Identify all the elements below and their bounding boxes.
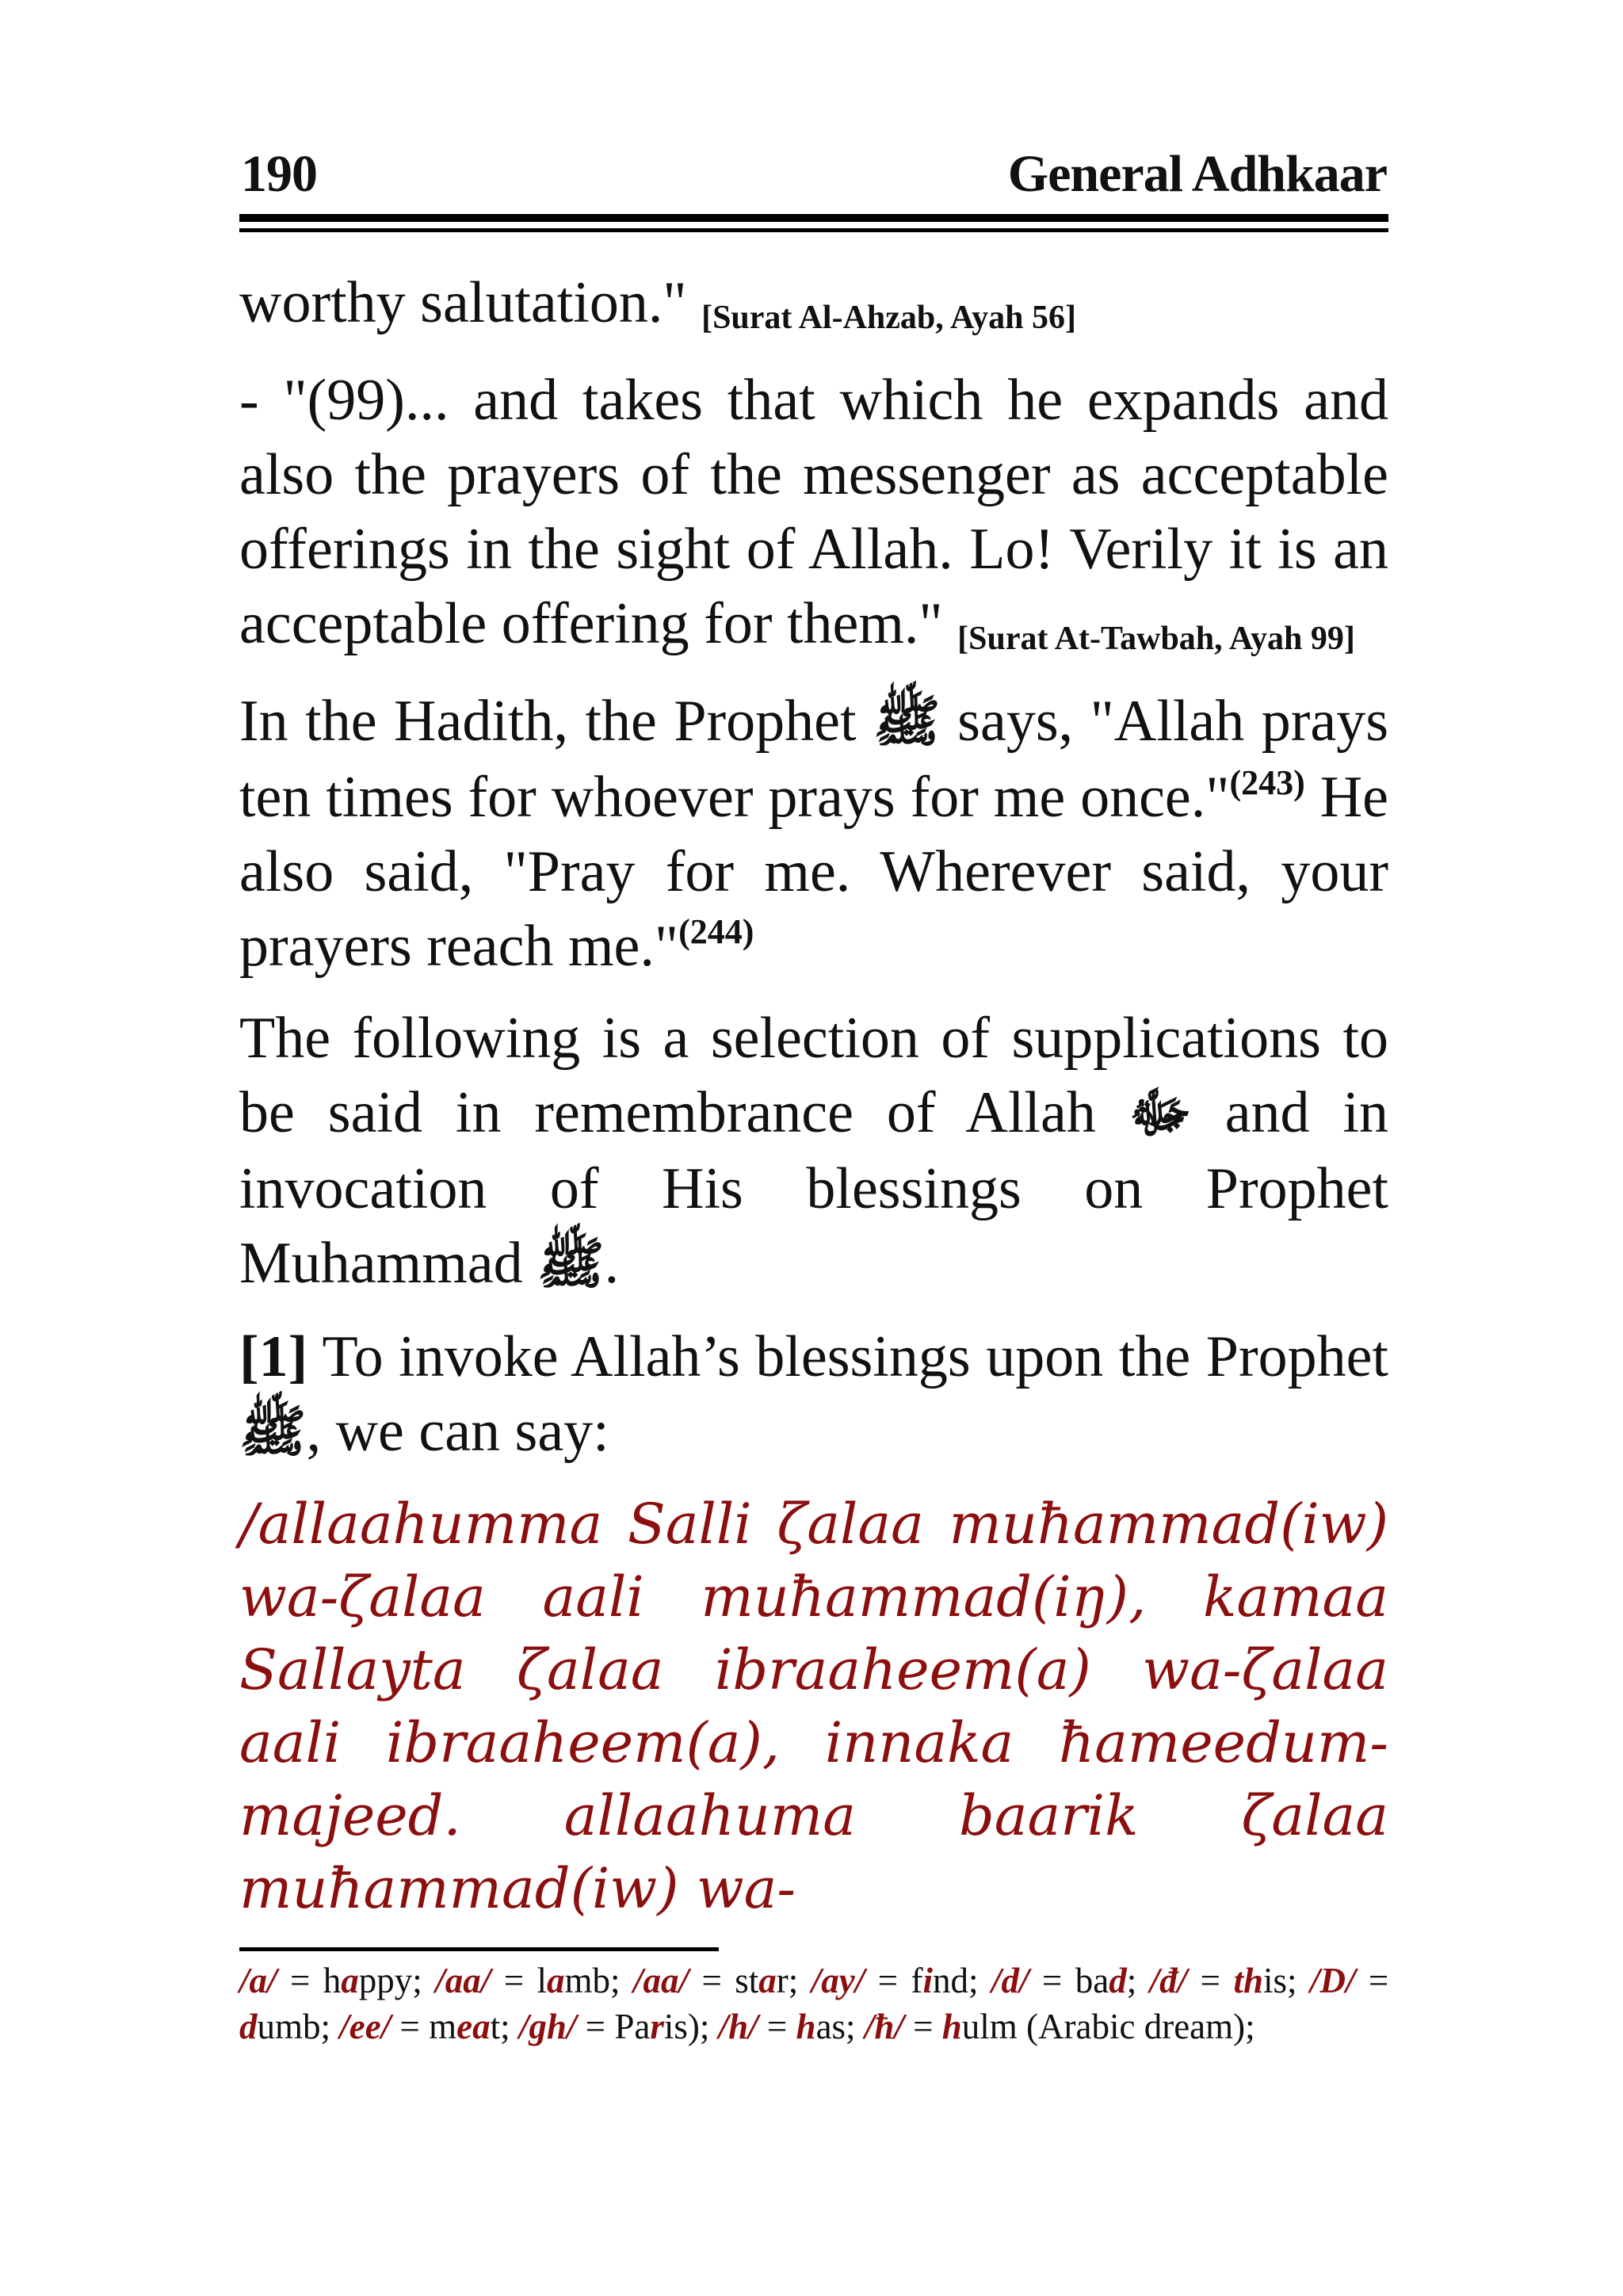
item-text-2: , we can say: <box>306 1399 609 1464</box>
paragraph-quran-56 <box>239 266 1388 355</box>
quote-text: worthy salutation." <box>239 270 687 335</box>
intro-text-2: and in invocation of His blessings on Prophet Muhammad <box>239 1080 1389 1296</box>
salawat-symbol-icon: ﷺ <box>239 1402 307 1463</box>
quote-text: - "(99)... and takes that which he expands and also the prayers of the messenger as acceptable offerings in the sight of Allah. Lo! Verily it is an acceptable offering for them." <box>239 368 1388 656</box>
paragraph-hadith <box>239 684 1388 984</box>
key-entry: /ħ/ = hulm (Arabic dream); <box>864 2007 1255 2046</box>
header-rule-thick <box>239 214 1388 222</box>
chapter-title: General Adhkaar <box>1007 145 1387 203</box>
salawat-symbol-icon: ﷺ <box>537 1234 605 1295</box>
salawat-symbol-icon: ﷺ <box>873 692 941 753</box>
header-rule-thin <box>239 228 1388 232</box>
hadith-text-2: says, "Allah prays ten times for whoever prays for me once." <box>239 689 1389 830</box>
allah-glorification-icon: ﷻ <box>1128 1083 1192 1144</box>
key-entry: /D/ = dumb; <box>239 1961 1389 2046</box>
page-number: 190 <box>241 145 317 203</box>
key-entry: /a/ = happy; <box>239 1961 422 2000</box>
running-header <box>239 143 1388 206</box>
transliteration-text: /allaahumma Salli ζalaa muħammad(iw) wa-ζalaa aali muħammad(iŋ), kamaa Sallayta ζalaa ibraaheem(a) wa-ζalaa aali ibraaheem(a), innaka ħameedum-majeed. allaahuma baarik ζalaa muħammad(iw) wa- <box>239 1492 1388 1921</box>
paragraph-supplication-1 <box>239 1320 1388 1470</box>
footnote-ref-244[interactable]: (244) <box>678 912 754 951</box>
pronunciation-key-footnote <box>239 1958 1388 2050</box>
intro-text-1: The following is a selection of supplications to be said in remembrance of Allah <box>239 1006 1388 1145</box>
hadith-text-1: In the Hadith, the Prophet <box>239 689 857 754</box>
key-entry: /aa/ = lamb; <box>435 1961 621 2000</box>
key-entry: /d/ = bad; <box>991 1961 1137 2000</box>
key-entry: /ay/ = find; <box>811 1961 979 2000</box>
surah-reference: [Surat At-Tawbah, Ayah 99] <box>957 621 1355 657</box>
surah-reference: [Surat Al-Ahzab, Ayah 56] <box>701 300 1077 336</box>
item-number: [1] <box>239 1324 308 1389</box>
page-body <box>239 266 1388 1925</box>
key-entry: /ee/ = meat; <box>339 2007 510 2046</box>
key-entry: /h/ = has; <box>718 2007 856 2046</box>
paragraph-quran-99 <box>239 363 1388 676</box>
intro-end: . <box>604 1231 620 1296</box>
hadith-text-3: He also said, "Pray for me. Wherever said, your prayers reach me." <box>239 765 1388 979</box>
key-entry: /aa/ = star; <box>632 1961 799 2000</box>
key-entry: /đ/ = this; <box>1149 1961 1297 2000</box>
footnote-rule <box>239 1947 719 1951</box>
footnote-ref-243[interactable]: (243) <box>1229 763 1305 802</box>
item-text-1: To invoke Allah’s blessings upon the Prophet <box>322 1324 1388 1389</box>
paragraph-selection-intro <box>239 1001 1388 1302</box>
key-entry: /gh/ = Paris); <box>518 2007 710 2046</box>
